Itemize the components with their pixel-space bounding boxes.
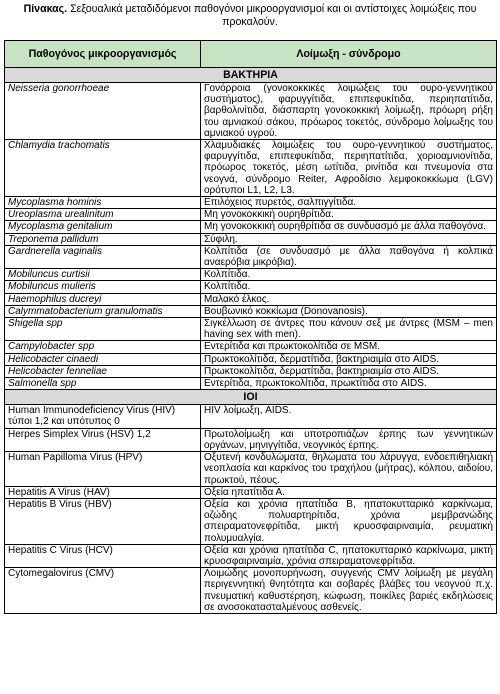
- infection-cell: Γονόρροια (γονοκοκκικές λοιμώξεις του ουρο-γεννητικού συστήματος), φαρυγγίτιδα, επιπεφυκίτιδα, περιηπατίτιδα, βαρθολινίτιδα, διάσπαρτη γονοκοκκική λοίμωξη, πρόωρη ρήξη του αμνιακού σάκου, πρόωρος τοκετός, σύνδρομο λοίμωξης του αμνιακού υγρού.: [201, 83, 497, 140]
- table-row: [5, 568, 497, 614]
- table-row: [5, 428, 497, 451]
- table-row: [5, 245, 497, 268]
- caption-label: Πίνακας.: [23, 3, 68, 15]
- table-row: [5, 318, 497, 341]
- table-row: [5, 486, 497, 498]
- table-row: [5, 305, 497, 317]
- pathogen-cell: Campylobacter spp: [5, 341, 201, 353]
- infection-cell: Κολπίτιδα.: [201, 281, 497, 293]
- infection-cell: Κολπίτιδα (σε συνδυασμό με άλλα παθογόνα ή κολπικά αναερόβια μικρόβια).: [201, 245, 497, 268]
- infection-cell: Πρωτολοίμωξη και υποτροπιάζων έρπης των γεννητικών οργάνων, μηνιγγίτιδα, νεογνικός έρπης.: [201, 428, 497, 451]
- infection-cell: Οξυτενή κονδυλώματα, θηλώματα του λάρυγγα, ενδοεπιθηλιακή νεοπλασία και καρκίνος του τραχήλου (μήτρας), κόλπου, αιδοίου, πρωκτού, πέους.: [201, 452, 497, 487]
- infection-cell: Οξεία και χρόνια ηπατίτιδα C, ηπατοκυτταρικό καρκίνωμα, μικτή κρυοσφαιριναιμία, χρόνια σπειραματονεφρίτιδα.: [201, 544, 497, 567]
- pathogen-cell: Mobiluncus mulieris: [5, 281, 201, 293]
- infection-cell: Λοιμώδης μονοπυρήνωση, συγγενής CMV λοίμωξη με μεγάλη περιγεννητική θνητότητα και σοβαρές βλάβες του νεογνού π.χ. πνευματική καθυστέρηση, κώφωση, ποικίλες βαριές εκδηλώσεις σε ανοσοκατασταλμένους ασθενείς.: [201, 568, 497, 614]
- pathogen-cell: Herpes Simplex Virus (HSV) 1,2: [5, 428, 201, 451]
- pathogen-cell: Helicobacter fenneliae: [5, 365, 201, 377]
- table-row: [5, 452, 497, 487]
- infection-cell: Μη γονοκοκκική ουρηθρίτιδα.: [201, 209, 497, 221]
- section-title: [5, 68, 497, 83]
- table-caption: [4, 3, 496, 29]
- table-row: [5, 83, 497, 140]
- table-row: [5, 293, 497, 305]
- table-row: [5, 341, 497, 353]
- pathogen-cell: Treponema pallidum: [5, 233, 201, 245]
- header-infection: Λοίμωξη - σύνδρομο: [201, 41, 497, 68]
- section-header-row: [5, 390, 497, 405]
- section-header-row: [5, 68, 497, 83]
- infection-cell: Σύφιλη.: [201, 233, 497, 245]
- infection-cell: Κολπίτιδα.: [201, 269, 497, 281]
- pathogen-cell: Chlamydia trachomatis: [5, 140, 201, 197]
- infection-cell: Επιλόχειος πυρετός, σαλπιγγίτιδα.: [201, 197, 497, 209]
- infection-cell: Χλαμυδιακές λοιμώξεις του ουρο-γεννητικού συστήματος, φαρυγγίτιδα, επιπεφυκίτιδα, περιηπατίτιδα, χοριοαμνιονίτιδα, πρόωρος τοκετός, μέση ωτίτιδα, ρινίτιδα και πνευμονία στα νεογνά, σύνδρομο Reiter, Αφροδίσιο λεμφοκοκκίωμα (LGV) ορότυποι L1, L2, L3.: [201, 140, 497, 197]
- infection-cell: Οξεία ηπατίτιδα Α.: [201, 486, 497, 498]
- infection-cell: Πρωκτοκολίτιδα, δερματίτιδα, βακτηριαιμία στο AIDS.: [201, 353, 497, 365]
- section-title: [5, 390, 497, 405]
- infection-cell: HIV λοίμωξη, AIDS.: [201, 405, 497, 428]
- pathogen-cell: Human Immunodeficiency Virus (HIV) τύποι 1,2 και υπότυπος 0: [5, 405, 201, 428]
- pathogen-cell: Ureoplasma urealinitum: [5, 209, 201, 221]
- pathogen-cell: Salmonella spp: [5, 378, 201, 390]
- table-row: [5, 281, 497, 293]
- table-row: [5, 544, 497, 567]
- pathogen-cell: Helicobacter cinaedi: [5, 353, 201, 365]
- pathogen-cell: Mycoplasma hominis: [5, 197, 201, 209]
- pathogen-cell: Shigella spp: [5, 318, 201, 341]
- table-row: [5, 378, 497, 390]
- infection-cell: Βουβωνικό κοκκίωμα (Donovanosis).: [201, 305, 497, 317]
- table-row: [5, 269, 497, 281]
- header-pathogen: Παθογόνος μικροοργανισμός: [5, 41, 201, 68]
- infection-cell: Πρωκτοκολίτιδα, δερματίτιδα, βακτηριαιμία στο AIDS.: [201, 365, 497, 377]
- pathogen-cell: Mobiluncus curtisii: [5, 269, 201, 281]
- infection-cell: Μη γονοκοκκική ουρηθρίτιδα σε συνδυασμό με άλλα παθογόνα.: [201, 221, 497, 233]
- pathogen-cell: Haemophilus ducreyi: [5, 293, 201, 305]
- pathogen-cell: Gardnerella vaginalis: [5, 245, 201, 268]
- pathogen-cell: Hepatitis B Virus (HBV): [5, 498, 201, 544]
- pathogen-cell: Calymmatobacterium granulomatis: [5, 305, 201, 317]
- caption-text: Σεξουαλικά μεταδιδόμενοι παθογόνοι μικροοργανισμοί και οι αντίστοιχες λοιμώξεις που προκαλούν.: [70, 3, 477, 28]
- pathogen-cell: Hepatitis C Virus (HCV): [5, 544, 201, 567]
- pathogen-cell: Hepatitis A Virus (HAV): [5, 486, 201, 498]
- table-row: [5, 197, 497, 209]
- pathogen-cell: Neisseria gonorrhoeae: [5, 83, 201, 140]
- table-row: [5, 365, 497, 377]
- pathogen-cell: Human Papilloma Virus (HPV): [5, 452, 201, 487]
- infection-cell: Εντερίτιδα, πρωκτοκολίτιδα, πρωκτίτιδα στο AIDS.: [201, 378, 497, 390]
- table-row: [5, 209, 497, 221]
- table-row: [5, 353, 497, 365]
- table-row: [5, 405, 497, 428]
- table-row: [5, 498, 497, 544]
- infection-cell: Οξεία και χρόνια ηπατίτιδα Β, ηπατοκυτταρικό καρκίνωμα, οζώδης πολυαρτηρίτιδα, χρόνια μεμβρανώδης σπειραματονεφρίτιδα, μικτή κρυοσφαιριναιμία, ρευματική πολυμυαλγία.: [201, 498, 497, 544]
- section-title-text: ΒΑΚΤΗΡΙΑ: [223, 69, 278, 81]
- pathogen-cell: Mycoplasma genitalium: [5, 221, 201, 233]
- table-row: [5, 140, 497, 197]
- header-row: [5, 41, 497, 68]
- table-row: [5, 221, 497, 233]
- section-title-text: ΙΟΙ: [243, 391, 258, 404]
- infection-cell: Σιγκέλλωση σε άντρες που κάνουν σεξ με άντρες (MSM – men having sex with men).: [201, 318, 497, 341]
- pathogens-table: [4, 40, 497, 614]
- pathogen-cell: Cytomegalovirus (CMV): [5, 568, 201, 614]
- infection-cell: Εντερίτιδα και πρωκτοκολίτιδα σε MSM.: [201, 341, 497, 353]
- infection-cell: Μαλακό έλκος.: [201, 293, 497, 305]
- table-row: [5, 233, 497, 245]
